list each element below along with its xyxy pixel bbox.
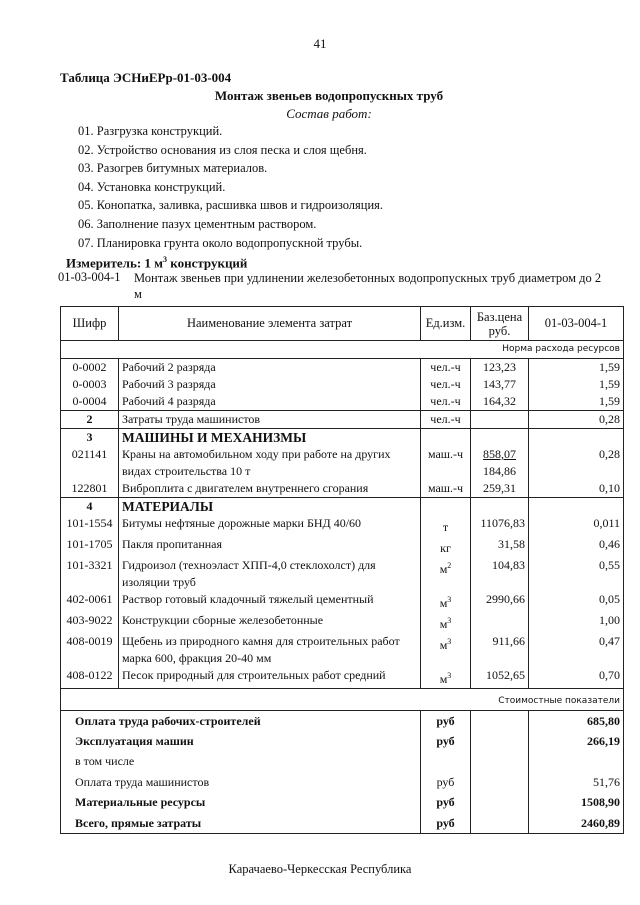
- section-title-text: МАШИНЫ И МЕХАНИЗМЫ: [122, 430, 307, 445]
- unit-sup: 3: [447, 595, 452, 604]
- code-cell: [61, 633, 119, 667]
- value-cell: [529, 376, 624, 393]
- header-col: 01-03-004-1: [529, 307, 624, 341]
- table-row: [61, 480, 624, 498]
- code-cell: [61, 536, 119, 557]
- price-cell-text: 123,23: [483, 360, 516, 374]
- table-header-row: [61, 307, 624, 341]
- value-cell: [529, 515, 624, 536]
- code-cell-text: 101-3321: [66, 558, 113, 572]
- price-cell-text: 164,32: [483, 394, 516, 408]
- unit-cell: [421, 498, 471, 516]
- value-cell: [529, 752, 624, 773]
- work-list: [78, 124, 383, 254]
- code-cell-text: 101-1554: [66, 516, 113, 530]
- cost-label-text: Эксплуатация машин: [75, 733, 194, 748]
- name-cell: [119, 557, 421, 591]
- section-title: [119, 498, 421, 516]
- cost-header-row: [61, 689, 624, 711]
- value-cell: [529, 772, 624, 793]
- price-cell: [471, 376, 529, 393]
- price-cell: [471, 612, 529, 633]
- value-cell: [529, 498, 624, 516]
- table-row: [61, 772, 624, 793]
- code-cell: [61, 359, 119, 377]
- value-cell-text: 0,28: [599, 412, 620, 426]
- unit-cell: [421, 752, 471, 773]
- table-row: [61, 711, 624, 732]
- code-cell-text: 0-0004: [72, 394, 107, 408]
- name-cell-text: Виброплита с двигателем внутреннего сгорания: [122, 481, 369, 495]
- work-item: 04. Установка конструкций.: [78, 179, 226, 194]
- code-cell-text: 403-9022: [66, 613, 113, 627]
- code-cell-text: 122801: [71, 481, 108, 495]
- measure-sup: 3: [163, 255, 168, 264]
- unit-cell: [421, 411, 471, 429]
- unit-cell-text: руб: [436, 795, 455, 810]
- name-cell: [119, 393, 421, 411]
- name-cell: [119, 536, 421, 557]
- price-cell: [471, 480, 529, 498]
- cost-label: [61, 813, 421, 834]
- table-row: [61, 591, 624, 612]
- unit-cell: [421, 480, 471, 498]
- name-cell-text: Гидроизол (техноэласт ХПП-4,0 стеклохолст) для изоляции труб: [122, 558, 376, 589]
- name-cell-text: Рабочий 4 разряда: [122, 394, 216, 408]
- price-cell: [471, 731, 529, 752]
- name-cell-text: Пакля пропитанная: [122, 537, 223, 551]
- name-cell-text: Песок природный для строительных работ средний: [122, 668, 386, 682]
- table-row: [61, 813, 624, 834]
- measure-label: Измеритель: 1 м: [66, 255, 164, 271]
- unit-cell: [421, 711, 471, 732]
- code-cell: [61, 429, 119, 447]
- value-cell-text: 0,46: [599, 537, 620, 551]
- measure-unit: [66, 255, 247, 271]
- header-unit: Ед.изм.: [421, 307, 471, 341]
- price-cell: [471, 359, 529, 377]
- price-cell: [471, 498, 529, 516]
- cost-label-text: Материальные ресурсы: [75, 795, 206, 810]
- price-cell: [471, 429, 529, 447]
- value-cell-text: 0,55: [599, 558, 620, 572]
- unit-cell-text: м: [439, 638, 448, 652]
- value-cell: [529, 411, 624, 429]
- value-cell-text: 266,19: [587, 733, 620, 748]
- table-title: Монтаж звеньев водопропускных труб: [214, 88, 444, 103]
- work-item: 05. Конопатка, заливка, расшивка швов и гидроизоляция.: [78, 198, 384, 213]
- unit-cell-text: кг: [440, 541, 451, 555]
- name-cell-text: Затраты труда машинистов: [122, 412, 261, 426]
- code-cell: [61, 515, 119, 536]
- code-cell: [61, 557, 119, 591]
- value-cell: [529, 612, 624, 633]
- cost-label: [61, 752, 421, 773]
- unit-cell-text: м: [439, 562, 448, 576]
- name-cell: [119, 515, 421, 536]
- name-cell-text: Щебень из природного камня для строительных работ марка 600, фракция 20-40 мм: [122, 634, 400, 665]
- unit-cell-text: руб: [436, 733, 455, 748]
- unit-cell-text: м: [439, 672, 448, 686]
- name-cell: [119, 480, 421, 498]
- unit-cell-text: т: [442, 520, 449, 534]
- price-cell-text: 31,58: [498, 537, 525, 551]
- value-cell-text: 1508,90: [581, 795, 620, 810]
- table-row: [61, 393, 624, 411]
- unit-cell-text: м: [439, 596, 448, 610]
- work-code: 01-03-004-1: [58, 270, 121, 284]
- price-cell-text: 2990,66: [486, 592, 525, 606]
- unit-sup: 3: [447, 671, 452, 680]
- code-cell: [61, 376, 119, 393]
- cost-label: [61, 711, 421, 732]
- code-cell: [61, 393, 119, 411]
- price-cell: [471, 793, 529, 814]
- cost-header: Стоимостные показатели: [61, 689, 624, 711]
- page-number: 41: [313, 36, 327, 51]
- work-item: 03. Разогрев битумных материалов.: [78, 161, 268, 176]
- unit-cell: [421, 536, 471, 557]
- value-cell: [529, 446, 624, 480]
- unit-cell-text: руб: [436, 774, 455, 789]
- unit-cell: [421, 359, 471, 377]
- value-cell: [529, 731, 624, 752]
- value-cell-text: 51,76: [593, 774, 620, 789]
- unit-cell: [421, 667, 471, 689]
- code-cell-text: 402-0061: [66, 592, 113, 606]
- code-cell-text: 3: [86, 430, 93, 444]
- work-description: Монтаж звеньев при удлинении железобетонных водопропускных труб диаметром до 2 м: [134, 271, 602, 301]
- price-cell: [471, 667, 529, 689]
- section-title: [119, 429, 421, 447]
- work-composition-heading: Состав работ:: [286, 106, 372, 121]
- code-cell: [61, 612, 119, 633]
- table-row: [61, 359, 624, 377]
- table-row: [61, 498, 624, 516]
- measure-tail: конструкций: [167, 255, 248, 271]
- price-cell: [471, 446, 529, 480]
- code-cell: [61, 446, 119, 480]
- value-cell-text: 0,47: [599, 634, 620, 648]
- unit-cell-text: маш.-ч: [427, 481, 464, 495]
- name-cell: [119, 612, 421, 633]
- unit-cell: [421, 376, 471, 393]
- value-cell: [529, 557, 624, 591]
- name-cell-text: Раствор готовый кладочный тяжелый цементный: [122, 592, 374, 606]
- unit-cell: [421, 557, 471, 591]
- value-cell-text: 2460,89: [581, 815, 620, 830]
- price-cell: [471, 536, 529, 557]
- unit-cell-text: руб: [436, 713, 455, 728]
- unit-cell: [421, 793, 471, 814]
- code-cell-text: 408-0019: [66, 634, 113, 648]
- unit-cell: [421, 772, 471, 793]
- price-cell: [471, 411, 529, 429]
- value-cell: [529, 667, 624, 689]
- price-cell-text: 143,77: [483, 377, 516, 391]
- code-cell: [61, 591, 119, 612]
- value-cell: [529, 813, 624, 834]
- name-cell-text: Конструкции сборные железобетонные: [122, 613, 324, 627]
- name-cell: [119, 376, 421, 393]
- value-cell: [529, 536, 624, 557]
- name-cell-text: Битумы нефтяные дорожные марки БНД 40/60: [122, 516, 362, 530]
- page-footer: Карачаево-Черкесская Республика: [228, 862, 412, 876]
- price-cell: [471, 393, 529, 411]
- name-cell: [119, 633, 421, 667]
- value-cell-text: 0,70: [599, 668, 620, 682]
- cost-label-text: Оплата труда машинистов: [75, 774, 210, 789]
- unit-cell-text: маш.-ч: [427, 447, 464, 461]
- value-cell: [529, 429, 624, 447]
- section-title-text: МАТЕРИАЛЫ: [122, 499, 214, 514]
- value-cell: [529, 393, 624, 411]
- price-cell: [471, 752, 529, 773]
- name-cell: [119, 446, 421, 480]
- unit-cell-text: чел.-ч: [430, 412, 461, 426]
- code-cell: [61, 498, 119, 516]
- value-cell-text: 685,80: [587, 713, 620, 728]
- norma-label: Норма расхода ресурсов: [61, 341, 624, 359]
- table-row: [61, 376, 624, 393]
- unit-cell: [421, 393, 471, 411]
- value-cell-text: 1,59: [599, 377, 620, 391]
- price-cell-text: 1052,65: [486, 668, 525, 682]
- code-cell: [61, 667, 119, 689]
- cost-label-text: Оплата труда рабочих-строителей: [75, 713, 261, 728]
- table-row: [61, 515, 624, 536]
- unit-cell: [421, 429, 471, 447]
- price-text: 858,07: [483, 447, 516, 461]
- name-cell: [119, 667, 421, 689]
- code-cell-text: 021141: [71, 447, 108, 461]
- header-price: Баз.цена руб.: [471, 307, 529, 341]
- cost-label-text: Всего, прямые затраты: [75, 815, 202, 830]
- unit-sup: 3: [447, 637, 452, 646]
- work-item: 02. Устройство основания из слоя песка и слоя щебня.: [78, 142, 367, 157]
- value-cell: [529, 711, 624, 732]
- table-row: [61, 752, 624, 773]
- code-cell-text: 0-0002: [72, 360, 107, 374]
- unit-cell: [421, 813, 471, 834]
- unit-cell: [421, 731, 471, 752]
- unit-cell: [421, 515, 471, 536]
- value-cell: [529, 793, 624, 814]
- cost-label: [61, 793, 421, 814]
- table-row: [61, 633, 624, 667]
- price-cell-text: 104,83: [492, 558, 525, 572]
- price-cell: [471, 633, 529, 667]
- table-row: [61, 667, 624, 689]
- value-cell: [529, 480, 624, 498]
- price-cell-text: 911,66: [492, 634, 525, 648]
- value-cell-text: 0,10: [599, 481, 620, 495]
- unit-sup: 3: [447, 616, 452, 625]
- code-cell: [61, 411, 119, 429]
- header-name: Наименование элемента затрат: [119, 307, 421, 341]
- unit-cell-text: чел.-ч: [430, 394, 461, 408]
- table-row: [61, 429, 624, 447]
- resource-table: [60, 306, 624, 834]
- cost-label: [61, 772, 421, 793]
- name-cell-text: Рабочий 2 разряда: [122, 360, 216, 374]
- unit-sup: 2: [447, 561, 452, 570]
- price-cell: [471, 711, 529, 732]
- name-cell-text: Рабочий 3 разряда: [122, 377, 216, 391]
- unit-cell-text: чел.-ч: [430, 360, 461, 374]
- table-row: [61, 411, 624, 429]
- price-cell: [471, 591, 529, 612]
- work-item: 06. Заполнение пазух цементным раствором.: [78, 216, 317, 231]
- cost-label-text: в том числе: [75, 754, 135, 769]
- price2-text: 184,86: [483, 464, 516, 478]
- code-cell-text: 2: [86, 412, 93, 426]
- unit-cell: [421, 591, 471, 612]
- price-cell: [471, 813, 529, 834]
- name-cell: [119, 411, 421, 429]
- name-cell-text: Краны на автомобильном ходу при работе на других видах строительства 10 т: [122, 447, 391, 478]
- value-cell-text: 1,00: [599, 613, 620, 627]
- work-item: 07. Планировка грунта около водопропускной трубы.: [78, 235, 363, 250]
- value-cell: [529, 591, 624, 612]
- price-text: 259,31: [483, 481, 516, 495]
- value-cell-text: 0,28: [599, 447, 620, 461]
- unit-cell-text: м: [439, 617, 448, 631]
- price-cell: [471, 515, 529, 536]
- table-row: [61, 446, 624, 480]
- value-cell-text: 1,59: [599, 360, 620, 374]
- value-cell-text: 0,011: [593, 516, 620, 530]
- code-cell-text: 408-0122: [66, 668, 113, 682]
- value-cell: [529, 359, 624, 377]
- code-cell-text: 101-1705: [66, 537, 113, 551]
- table-row: [61, 612, 624, 633]
- work-item: 01. Разгрузка конструкций.: [78, 124, 223, 138]
- table-row: [61, 536, 624, 557]
- cost-label: [61, 731, 421, 752]
- price-cell-text: 11076,83: [480, 516, 525, 530]
- value-cell-text: 0,05: [599, 592, 620, 606]
- code-cell-text: 0-0003: [72, 377, 107, 391]
- code-cell: [61, 480, 119, 498]
- header-code: Шифр: [61, 307, 119, 341]
- price-cell: [471, 772, 529, 793]
- table-row: [61, 731, 624, 752]
- unit-cell: [421, 446, 471, 480]
- table-row: [61, 793, 624, 814]
- unit-cell: [421, 612, 471, 633]
- name-cell: [119, 359, 421, 377]
- unit-cell: [421, 633, 471, 667]
- value-cell-text: 1,59: [599, 394, 620, 408]
- name-cell: [119, 591, 421, 612]
- table-row: [61, 557, 624, 591]
- price-cell: [471, 557, 529, 591]
- value-cell: [529, 633, 624, 667]
- code-cell-text: 4: [86, 499, 93, 513]
- unit-cell-text: руб: [436, 815, 455, 830]
- table-name: Таблица ЭСНиЕРр-01-03-004: [60, 70, 232, 85]
- unit-cell-text: чел.-ч: [430, 377, 461, 391]
- norma-row: [61, 341, 624, 359]
